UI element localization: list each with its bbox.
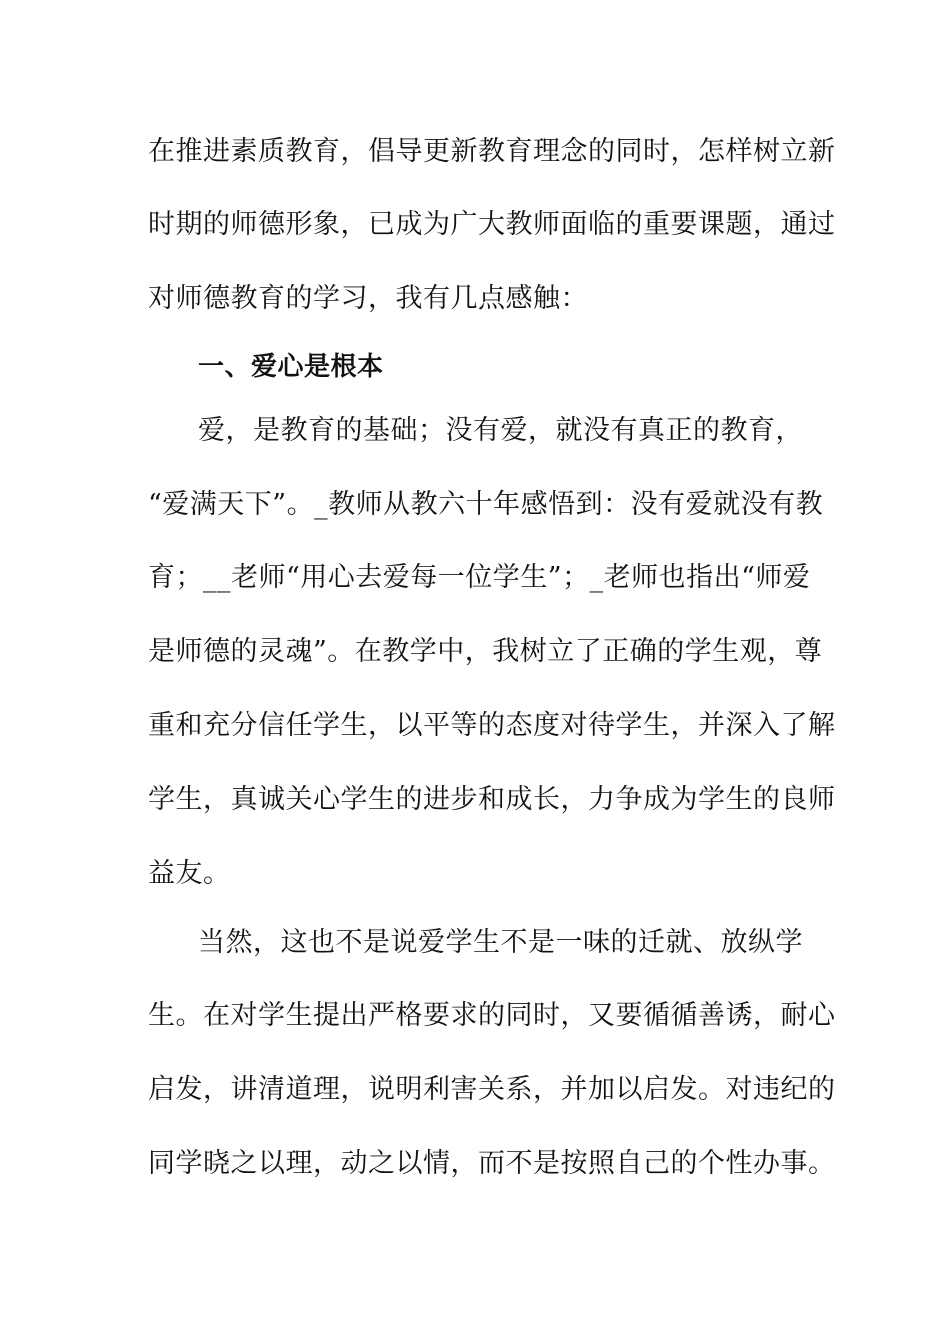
paragraph1-line-4: 是师德的灵魂”。在教学中，我树立了正确的学生观，尊 bbox=[148, 636, 823, 667]
section-heading: 一、爱心是根本 bbox=[198, 352, 384, 382]
paragraph1-line-1: 爱，是教育的基础；没有爱，就没有真正的教育， bbox=[198, 415, 803, 446]
paragraph2-line-3: 启发，讲清道理，说明利害关系，并加以启发。对违纪的 bbox=[148, 1074, 836, 1105]
paragraph1-line-3: 育；__老师“用心去爱每一位学生”；_老师也指出“师爱 bbox=[148, 562, 811, 593]
paragraph2-line-4: 同学晓之以理，动之以情，而不是按照自己的个性办事。 bbox=[148, 1148, 836, 1179]
paragraph1-line-7: 益友。 bbox=[148, 858, 231, 889]
intro-line-3: 对师德教育的学习，我有几点感触： bbox=[148, 283, 588, 314]
paragraph1-line-6: 学生，真诚关心学生的进步和成长，力争成为学生的良师 bbox=[148, 784, 836, 815]
paragraph2-line-1: 当然，这也不是说爱学生不是一味的迁就、放纵学 bbox=[198, 927, 803, 958]
intro-line-1: 在推进素质教育，倡导更新教育理念的同时，怎样树立新 bbox=[148, 136, 836, 167]
paragraph1-line-5: 重和充分信任学生，以平等的态度对待学生，并深入了解 bbox=[148, 710, 836, 741]
intro-line-2: 时期的师德形象，已成为广大教师面临的重要课题，通过 bbox=[148, 209, 836, 240]
paragraph1-line-2: “爱满天下”。_教师从教六十年感悟到：没有爱就没有教 bbox=[148, 489, 824, 520]
paragraph2-line-2: 生。在对学生提出严格要求的同时，又要循循善诱，耐心 bbox=[148, 1000, 836, 1031]
